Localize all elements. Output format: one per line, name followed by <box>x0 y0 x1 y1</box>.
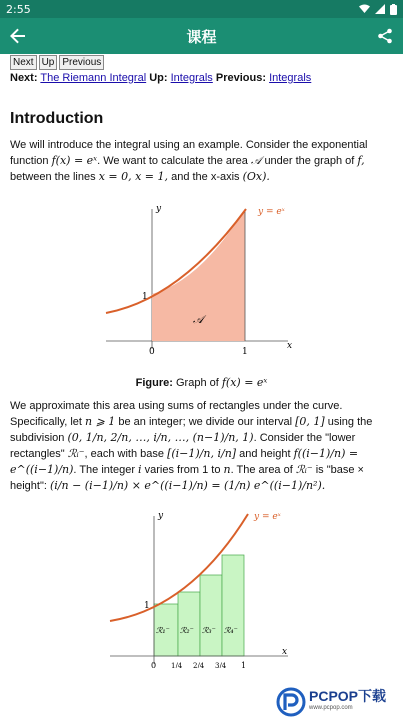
tick-1: 1 <box>242 347 248 357</box>
next-button[interactable]: Next <box>10 55 37 70</box>
back-button[interactable] <box>0 18 36 54</box>
arrow-left-icon <box>10 28 26 44</box>
tick2-3: 3/4 <box>215 662 227 668</box>
para2-math-1: n ⩾ 1 <box>85 415 116 428</box>
rect-label-3: ℛ₃⁻ <box>202 626 216 635</box>
wifi-icon <box>359 4 370 14</box>
tick2-1: 1/4 <box>171 662 183 668</box>
rect-label-1: ℛ₁⁻ <box>156 626 170 635</box>
figure-caption <box>10 376 393 389</box>
rect-3 <box>200 575 222 656</box>
para2-text-6: and height <box>239 448 291 460</box>
previous-button[interactable]: Previous <box>59 55 104 70</box>
rect-label-2: ℛ₂⁻ <box>180 626 194 635</box>
next-link[interactable]: The Riemann Integral <box>40 72 147 84</box>
app-bar <box>0 18 403 54</box>
para2-math-2: [0, 1] <box>295 415 325 428</box>
previous-label: Previous: <box>215 72 267 84</box>
watermark-brand: PCPOP <box>309 688 359 704</box>
tick2-2: 2/4 <box>193 662 205 668</box>
caption-text: Graph of <box>175 377 219 389</box>
para1-math-1: f(x) = eˣ <box>51 154 98 167</box>
para2-math-5: [(i−1)/n, i/n] <box>167 447 237 460</box>
para2-math-7: i <box>138 463 142 476</box>
para1-math-3: f, <box>357 154 365 167</box>
rect-4 <box>222 555 244 656</box>
share-button[interactable] <box>367 18 403 54</box>
para1-text-1: We will introduce the integral using an example. Consider the exponential function <box>10 139 368 167</box>
para2-math-8: n <box>223 463 231 476</box>
para2-text-8: varies from 1 to <box>144 464 221 476</box>
up-link[interactable]: Integrals <box>170 72 213 84</box>
x-axis-label-2: x <box>282 647 288 657</box>
tick-0: 0 <box>149 347 155 357</box>
para2-math-10: (i/n − (i−1)/n) × e^((i−1)/n) = (1/n) e^((i−1)/n²). <box>50 479 326 492</box>
para2-math-4: ℛᵢ⁻ <box>67 447 85 460</box>
next-label: Next: <box>10 72 38 84</box>
nav-buttons <box>10 55 393 70</box>
para2-text-1: We approximate this area using sums of rectangles under the curve. Specifically, let <box>10 400 343 428</box>
curve-label-2: y = eˣ <box>254 512 281 522</box>
para2-text-4: . Consider the "lower rectangles" <box>10 432 356 460</box>
caption-math: f(x) = eˣ <box>221 376 268 389</box>
y-tick-1: 1 <box>142 292 148 302</box>
area-label: 𝒜 <box>193 313 204 326</box>
para2-text-3: using the subdivision <box>10 416 373 444</box>
rect-2 <box>178 592 200 656</box>
approx-paragraph <box>10 399 393 494</box>
watermark-suffix: 下载 <box>358 688 387 704</box>
y-tick-2: 1 <box>144 601 150 611</box>
content-area[interactable] <box>0 54 403 720</box>
status-bar <box>0 0 403 18</box>
para2-text-10: is "base × height": <box>10 464 364 492</box>
status-time: 2:55 <box>6 2 31 16</box>
para2-text-2: be an integer; we divide our interval <box>118 416 293 428</box>
nav-links <box>10 72 393 84</box>
share-icon <box>377 28 393 44</box>
rect-label-4: ℛ₄⁻ <box>224 626 238 635</box>
tick2-0: 0 <box>151 661 157 668</box>
para1-math-5: (Ox). <box>242 170 270 183</box>
figure-exp-area <box>10 199 393 374</box>
para2-math-3: (0, 1/n, 2/n, …, i/n, …, (n−1)/n, 1) <box>67 431 254 444</box>
up-button[interactable]: Up <box>39 55 58 70</box>
caption-bold: Figure: <box>135 377 173 389</box>
pcpop-watermark <box>276 684 403 720</box>
para1-text-3: under the graph of <box>264 155 355 167</box>
para2-text-5: , each with base <box>84 448 165 460</box>
y-axis-label: y <box>156 204 162 214</box>
figure-lower-rectangles <box>10 508 393 668</box>
tick2-4: 1 <box>241 661 247 668</box>
curve-label: y = eˣ <box>258 207 285 217</box>
para1-text-2: . We want to calculate the area <box>97 155 248 167</box>
para2-text-9: . The area of <box>230 464 293 476</box>
para1-math-2: 𝒜 <box>250 154 262 167</box>
para2-math-9: ℛᵢ⁻ <box>295 463 313 476</box>
para1-text-4: between the lines <box>10 171 96 183</box>
app-title: 课程 <box>186 27 217 46</box>
para2-math-6: f((i−1)/n) = e^((i−1)/n) <box>10 447 359 476</box>
y-axis-label-2: y <box>158 511 164 521</box>
section-title: Introduction <box>10 110 104 127</box>
watermark-sub: www.pcpop.com <box>309 705 353 711</box>
previous-link[interactable]: Integrals <box>269 72 312 84</box>
pcpop-logo-icon <box>276 687 306 717</box>
battery-icon <box>390 4 397 15</box>
para2-text-7: . The integer <box>73 464 135 476</box>
para1-math-4: x = 0, x = 1, <box>98 170 169 183</box>
up-label: Up: <box>149 72 168 84</box>
intro-paragraph <box>10 138 393 185</box>
signal-icon <box>375 4 385 14</box>
x-axis-label: x <box>287 341 293 351</box>
para1-text-5: and the x-axis <box>171 171 240 183</box>
